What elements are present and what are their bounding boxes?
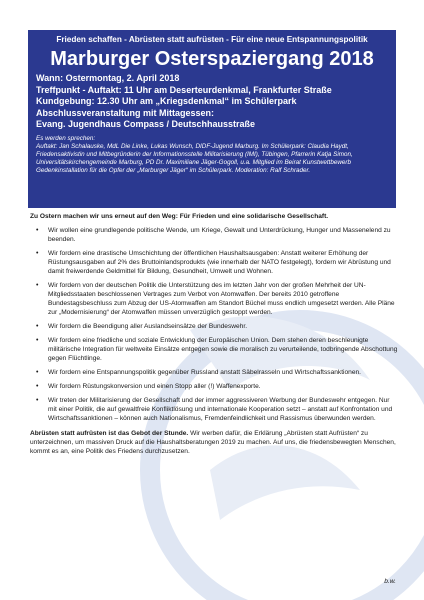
event-closing-event: Abschlussveranstaltung mit Mittagessen: [36, 107, 215, 118]
list-item-text: Wir fordern Rüstungskonversion und einen Stopp aller (!) Waffenexporte. [48, 383, 261, 390]
event-meeting-point: Treffpunkt - Auftakt: 11 Uhr am Deserteurdenkmal, Frankfurter Straße [36, 84, 332, 95]
list-item [30, 336, 398, 363]
signature: b.w. [384, 578, 396, 585]
list-item-text: Wir fordern eine drastische Umschichtung der öffentlichen Haushaltsausgaben: Anstatt weiterer Erhöhung der Rüstungsausgaben auf 2% des Bruttoinlandsprodukts (wie innerhalb der NATO festgelegt), fordern wir Abrüstung und damit freiwerdende Geldmittel für Bildung, Gesundheit, Umwelt und Wohnen. [48, 250, 391, 275]
event-date: Wann: Ostermontag, 2. April 2018 [36, 73, 180, 83]
list-item [30, 226, 398, 244]
speakers-heading: Es werden sprechen: [36, 134, 96, 142]
list-item [30, 281, 398, 317]
event-rally: Kundgebung: 12.30 Uhr am „Kriegsdenkmal“ im Schülerpark [36, 96, 297, 106]
bullet-icon: • [36, 323, 39, 330]
list-item [30, 382, 398, 391]
main-content [30, 212, 398, 456]
bullet-icon: • [36, 337, 39, 344]
bullet-icon: • [36, 227, 39, 234]
list-item [30, 249, 398, 276]
bullet-icon: • [36, 250, 39, 257]
list-item-text: Wir fordern eine Entspannungspolitik gegenüber Russland anstatt Säbelrasseln und Wirtschaftssanktionen. [48, 369, 362, 376]
list-item [30, 396, 398, 423]
event-venue: Evang. Jugendhaus Compass / Deutschhausstraße [36, 119, 256, 129]
intro-statement: Zu Ostern machen wir uns erneut auf den Weg: Für Frieden und eine solidarische Gesellschaft. [30, 213, 329, 220]
list-item-text: Wir fordern von der deutschen Politik die Unterstützung des im letzten Jahr von der großen Mehrheit der UN-Mitgliedsstaaten beschlossenen Vertrages zum Verbot von Atomwaffen. Der bereits 2010 getroffene Bundestagsbeschluss zum Abzug der US-Atomwaffen am Standort Büchel muss endlich umgesetzt werden. Alle Pläne zur „Modernisierung“ der Atomwaffen müssen unverzüglich gestoppt werden. [48, 282, 395, 316]
closing-paragraph [30, 429, 398, 456]
list-item [30, 368, 398, 377]
event-details [36, 73, 388, 131]
closing-text: Wir werben dafür, die Erklärung „Abrüsten statt Aufrüsten“ zu unterzeichnen, um massiven Druck auf die Haushaltsberatungen 2019 zu machen. Auf uns, die friedensbewegten Menschen, kommt es an, eine Politik des Friedens durchzusetzen. [30, 430, 396, 455]
bullet-icon: • [36, 383, 39, 390]
demands-list [30, 226, 398, 423]
list-item-text: Wir treten der Militarisierung der Gesellschaft und der immer aggressiveren Werbung der Bundeswehr entgegen. Nur mit einer Politik, die auf gewaltfreie Konfliktlösung und internationale Kooperation setzt – anstatt auf Konfrontation und Wirtschaftssanktionen – können auch Nationalismus, Fremdenfeindlichkeit und Rassismus überwunden werden. [48, 397, 393, 422]
tagline: Frieden schaffen - Abrüsten statt aufrüsten - Für eine neue Entspannungspolitik [56, 35, 368, 44]
page-title: Marburger Osterspaziergang 2018 [50, 48, 374, 70]
bullet-icon: • [36, 397, 39, 404]
bullet-icon: • [36, 369, 39, 376]
list-item-text: Wir fordern eine friedliche und soziale Entwicklung der Europäischen Union. Dem stehen deren beschleunigte militärische Integration für weltweite Einsätze entgegen sowie die moralisch zu verurteilende, todbringende Abschottung gegen Flüchtlinge. [48, 337, 398, 362]
list-item-text: Wir fordern die Beendigung aller Auslandseinsätze der Bundeswehr. [48, 323, 248, 330]
speakers-text: Auftakt: Jan Schalauske, MdL Die Linke, Lukas Wunsch, DIDF-Jugend Marburg. Im Schülerpark: Claudia Haydt, Friedensaktivistin und Mitbegründerin der Informationsstelle Militarisierung (IMI), Tübingen, Pfarrerin Katja Simon, Universitätskirchengemeinde Marburg, PD Dr. Maximiliane Jäger-Gogoll, u.a. Mitglied im Beirat Kunstwettbewerb Gedenkinstallation für die Opfer der „Marburger Jäger“ im Schülerpark. Moderation: Ralf Schrader. [36, 142, 353, 175]
header-banner [28, 30, 396, 208]
list-item-text: Wir wollen eine grundlegende politische Wende, um Kriege, Gewalt und Unterdrückung, Hunger und Massenelend zu beenden. [48, 227, 391, 243]
closing-emphasis: Abrüsten statt aufrüsten ist das Gebot der Stunde. [30, 430, 189, 437]
bullet-icon: • [36, 282, 39, 289]
list-item [30, 322, 398, 331]
